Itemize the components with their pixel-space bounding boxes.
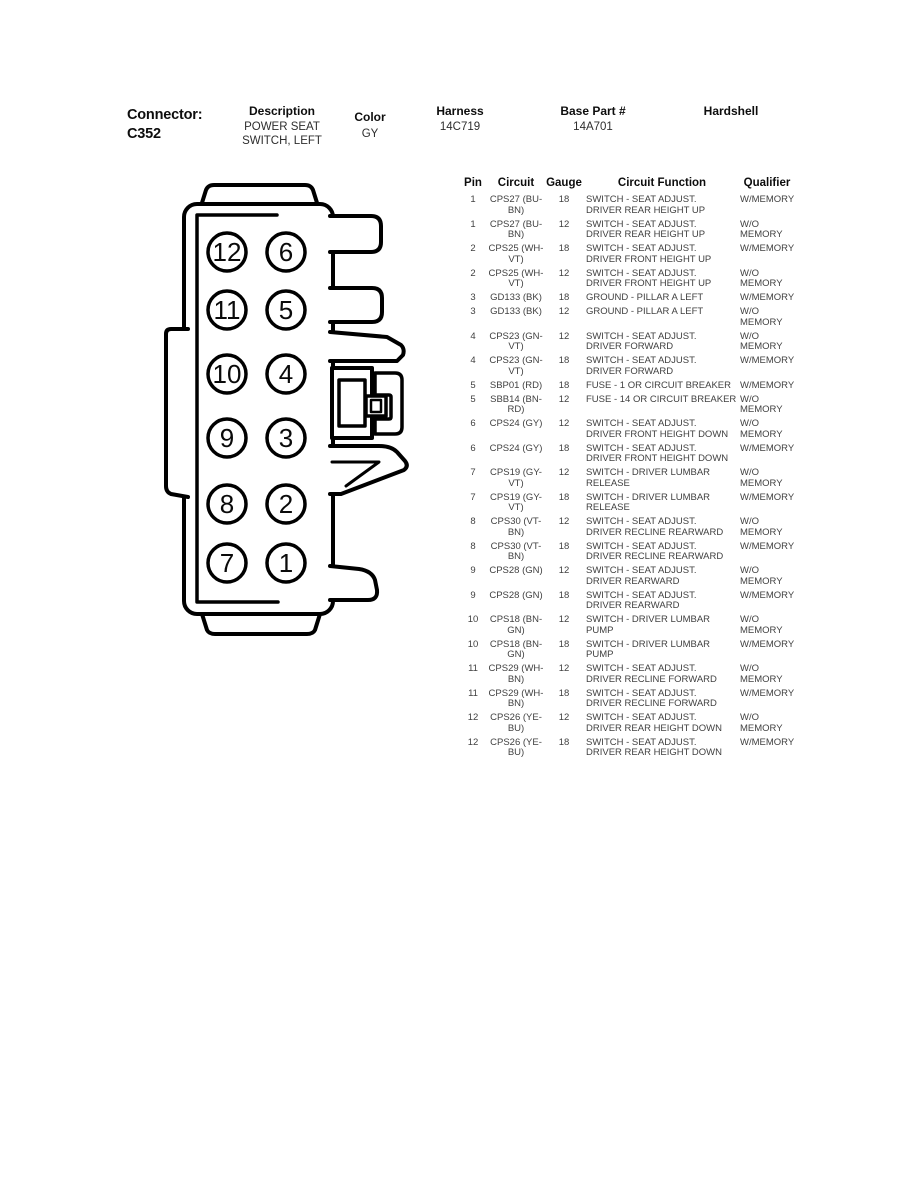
function-cell: SWITCH - SEAT ADJUST. DRIVER REAR HEIGHT UP bbox=[586, 218, 706, 240]
connector-diagram bbox=[150, 168, 430, 650]
table-row bbox=[458, 395, 798, 416]
function-cell: SWITCH - DRIVER LUMBAR PUMP bbox=[586, 638, 711, 660]
qualifier-cell: W/O MEMORY bbox=[740, 663, 783, 685]
circuit-cell: CPS30 (VT-BN) bbox=[490, 540, 542, 562]
gauge-cell: 18 bbox=[558, 355, 570, 366]
pin-cell: 9 bbox=[470, 565, 476, 576]
circuit-cell: CPS25 (WH-VT) bbox=[488, 243, 544, 265]
circuit-cell: CPS30 (VT-BN) bbox=[490, 516, 542, 538]
field-hardshell bbox=[684, 104, 778, 121]
circuit-cell: CPS29 (WH-BN) bbox=[488, 687, 544, 709]
function-cell: GROUND - PILLAR A LEFT bbox=[586, 306, 704, 317]
field-label: Hardshell bbox=[703, 104, 759, 118]
pin-table-header bbox=[458, 177, 798, 189]
pin-cell: 2 bbox=[470, 267, 476, 279]
function-cell: SWITCH - SEAT ADJUST. DRIVER RECLINE REARWARD bbox=[586, 516, 724, 538]
pin-table bbox=[458, 177, 798, 762]
qualifier-cell: W/O MEMORY bbox=[740, 418, 783, 440]
qualifier-cell: W/MEMORY bbox=[740, 194, 795, 205]
table-row bbox=[458, 307, 798, 328]
qualifier-cell: W/O MEMORY bbox=[740, 218, 783, 240]
connector-body bbox=[184, 204, 333, 614]
pin-cell: 4 bbox=[470, 330, 476, 342]
function-cell: SWITCH - SEAT ADJUST. DRIVER RECLINE FORWARD bbox=[586, 663, 717, 685]
gauge-cell: 18 bbox=[558, 687, 570, 699]
pin-number: 7 bbox=[219, 548, 235, 578]
column-header-gauge: Gauge bbox=[546, 177, 582, 189]
table-row bbox=[458, 664, 798, 685]
pin-cell: 7 bbox=[470, 491, 476, 503]
gauge-cell: 12 bbox=[558, 516, 570, 527]
function-cell: SWITCH - SEAT ADJUST. DRIVER REAR HEIGHT UP bbox=[586, 194, 706, 216]
qualifier-cell: W/MEMORY bbox=[740, 355, 795, 366]
gauge-cell: 18 bbox=[558, 638, 570, 650]
pin-cell: 3 bbox=[470, 306, 476, 317]
pin-cell: 10 bbox=[467, 638, 479, 650]
table-row bbox=[458, 293, 798, 304]
table-row bbox=[458, 220, 798, 241]
table-row bbox=[458, 381, 798, 392]
pin-cell: 8 bbox=[470, 540, 476, 552]
qualifier-cell: W/O MEMORY bbox=[740, 393, 783, 415]
function-cell: SWITCH - SEAT ADJUST. DRIVER FRONT HEIGHT UP bbox=[586, 267, 712, 289]
qualifier-cell: W/MEMORY bbox=[740, 589, 795, 601]
qualifier-cell: W/O MEMORY bbox=[740, 516, 783, 538]
gauge-cell: 12 bbox=[558, 330, 570, 342]
qualifier-cell: W/O MEMORY bbox=[740, 467, 783, 489]
connector-lock-finger-mid bbox=[330, 288, 382, 322]
gauge-cell: 12 bbox=[558, 712, 570, 723]
function-cell: GROUND - PILLAR A LEFT bbox=[586, 292, 704, 303]
pin-cell: 4 bbox=[470, 355, 476, 366]
gauge-cell: 18 bbox=[558, 540, 570, 552]
connector-latch-wedge bbox=[330, 332, 404, 361]
circuit-cell: CPS23 (GN-VT) bbox=[489, 355, 543, 377]
field-label: Base Part # bbox=[560, 104, 626, 118]
field-value: POWER SEAT SWITCH, LEFT bbox=[242, 121, 322, 147]
qualifier-cell: W/MEMORY bbox=[740, 243, 795, 254]
connector-title bbox=[127, 106, 202, 144]
circuit-cell: CPS27 (BU-BN) bbox=[489, 194, 543, 216]
table-row bbox=[458, 244, 798, 265]
table-row bbox=[458, 195, 798, 216]
table-row bbox=[458, 542, 798, 563]
connector-foot bbox=[330, 566, 377, 600]
qualifier-cell: W/O MEMORY bbox=[740, 330, 783, 352]
qualifier-cell: W/MEMORY bbox=[740, 442, 795, 454]
connector-left-tab bbox=[166, 329, 188, 497]
circuit-cell: CPS19 (GY-VT) bbox=[490, 491, 542, 513]
circuit-cell: CPS24 (GY) bbox=[489, 418, 543, 429]
field-value: GY bbox=[361, 128, 379, 140]
field-base-part bbox=[536, 104, 650, 135]
table-row bbox=[458, 419, 798, 440]
circuit-cell: SBP01 (RD) bbox=[489, 379, 543, 391]
field-harness bbox=[414, 104, 506, 135]
pin-number: 11 bbox=[213, 295, 241, 325]
column-header-pin: Pin bbox=[464, 177, 482, 189]
qualifier-cell: W/O MEMORY bbox=[740, 267, 783, 289]
gauge-cell: 12 bbox=[558, 267, 570, 279]
function-cell: SWITCH - SEAT ADJUST. DRIVER REAR HEIGHT DOWN bbox=[586, 712, 723, 734]
pin-number: 2 bbox=[278, 489, 294, 519]
gauge-cell: 18 bbox=[558, 491, 570, 503]
pin-cell: 2 bbox=[470, 243, 476, 254]
pin-number: 5 bbox=[278, 295, 294, 325]
connector-label: Connector: bbox=[127, 107, 203, 123]
table-row bbox=[458, 444, 798, 465]
circuit-cell: GD133 (BK) bbox=[490, 306, 542, 317]
circuit-cell: CPS23 (GN-VT) bbox=[489, 330, 543, 352]
field-color bbox=[342, 110, 398, 142]
function-cell: SWITCH - SEAT ADJUST. DRIVER RECLINE REARWARD bbox=[586, 540, 724, 562]
table-row bbox=[458, 640, 798, 661]
function-cell: SWITCH - SEAT ADJUST. DRIVER REARWARD bbox=[586, 589, 697, 611]
function-cell: SWITCH - DRIVER LUMBAR PUMP bbox=[586, 614, 711, 636]
table-row bbox=[458, 615, 798, 636]
circuit-cell: CPS18 (BN-GN) bbox=[489, 638, 543, 660]
pin-cell: 11 bbox=[468, 663, 478, 674]
pin-cell: 1 bbox=[470, 194, 476, 205]
pin-number: 3 bbox=[278, 423, 294, 453]
circuit-cell: CPS26 (YE-BU) bbox=[490, 736, 542, 758]
circuit-cell: CPS26 (YE-BU) bbox=[490, 712, 542, 734]
pin-number: 1 bbox=[278, 548, 294, 578]
gauge-cell: 18 bbox=[558, 379, 570, 391]
gauge-cell: 18 bbox=[558, 292, 570, 303]
circuit-cell: CPS28 (GN) bbox=[489, 589, 543, 601]
field-label: Color bbox=[354, 110, 386, 124]
function-cell: SWITCH - DRIVER LUMBAR RELEASE bbox=[586, 491, 711, 513]
pin-number: 10 bbox=[212, 359, 242, 389]
qualifier-cell: W/MEMORY bbox=[740, 638, 795, 650]
function-cell: SWITCH - SEAT ADJUST. DRIVER RECLINE FORWARD bbox=[586, 687, 717, 709]
gauge-cell: 18 bbox=[558, 442, 570, 454]
gauge-cell: 12 bbox=[558, 467, 570, 478]
qualifier-cell: W/MEMORY bbox=[740, 540, 795, 552]
circuit-cell: GD133 (BK) bbox=[490, 292, 542, 303]
table-row bbox=[458, 356, 798, 377]
field-value: 14A701 bbox=[573, 121, 613, 133]
function-cell: FUSE - 1 OR CIRCUIT BREAKER bbox=[586, 379, 731, 391]
table-row bbox=[458, 713, 798, 734]
qualifier-cell: W/MEMORY bbox=[740, 736, 795, 748]
circuit-cell: SBB14 (BN-RD) bbox=[490, 393, 542, 415]
pin-cell: 7 bbox=[470, 467, 476, 478]
gauge-cell: 12 bbox=[558, 306, 570, 317]
qualifier-cell: W/O MEMORY bbox=[740, 712, 783, 734]
function-cell: SWITCH - SEAT ADJUST. DRIVER FORWARD bbox=[586, 330, 697, 352]
table-row bbox=[458, 493, 798, 514]
gauge-cell: 18 bbox=[558, 589, 570, 601]
pin-number: 9 bbox=[219, 423, 235, 453]
pin-cell: 3 bbox=[470, 292, 476, 303]
qualifier-cell: W/MEMORY bbox=[740, 292, 795, 303]
pin-cell: 8 bbox=[470, 516, 476, 527]
circuit-cell: CPS25 (WH-VT) bbox=[488, 267, 544, 289]
gauge-cell: 12 bbox=[558, 614, 570, 625]
gauge-cell: 18 bbox=[558, 243, 570, 254]
qualifier-cell: W/MEMORY bbox=[740, 379, 795, 391]
circuit-cell: CPS19 (GY-VT) bbox=[490, 467, 542, 489]
pin-table-body bbox=[458, 195, 798, 759]
pin-cell: 6 bbox=[470, 418, 476, 429]
field-label: Harness bbox=[436, 104, 484, 118]
qualifier-cell: W/O MEMORY bbox=[740, 565, 783, 587]
column-header-circuit: Circuit bbox=[497, 177, 535, 189]
connector-bottom-tab bbox=[202, 614, 320, 634]
function-cell: SWITCH - SEAT ADJUST. DRIVER FRONT HEIGHT UP bbox=[586, 243, 712, 265]
pin-number: 6 bbox=[278, 237, 294, 267]
table-row bbox=[458, 517, 798, 538]
table-row bbox=[458, 566, 798, 587]
pin-cell: 9 bbox=[470, 589, 476, 601]
function-cell: SWITCH - SEAT ADJUST. DRIVER FRONT HEIGHT DOWN bbox=[586, 442, 729, 464]
pin-cell: 11 bbox=[468, 687, 478, 699]
pin-cell: 12 bbox=[467, 736, 479, 748]
gauge-cell: 18 bbox=[558, 736, 570, 748]
gauge-cell: 12 bbox=[558, 418, 570, 429]
table-row bbox=[458, 269, 798, 290]
qualifier-cell: W/MEMORY bbox=[740, 687, 795, 699]
pin-cell: 1 bbox=[470, 218, 476, 230]
field-description bbox=[230, 104, 334, 148]
function-cell: SWITCH - SEAT ADJUST. DRIVER REARWARD bbox=[586, 565, 697, 587]
circuit-cell: CPS28 (GN) bbox=[489, 565, 543, 576]
function-cell: SWITCH - DRIVER LUMBAR RELEASE bbox=[586, 467, 711, 489]
pin-cell: 5 bbox=[470, 393, 476, 405]
connector-lock-finger-top bbox=[330, 216, 381, 252]
table-row bbox=[458, 738, 798, 759]
qualifier-cell: W/O MEMORY bbox=[740, 614, 783, 636]
qualifier-cell: W/MEMORY bbox=[740, 491, 795, 503]
table-row bbox=[458, 689, 798, 710]
column-header-circuit-function: Circuit Function bbox=[617, 177, 707, 189]
table-row bbox=[458, 332, 798, 353]
circuit-cell: CPS29 (WH-BN) bbox=[488, 663, 544, 685]
gauge-cell: 12 bbox=[558, 663, 570, 674]
gauge-cell: 18 bbox=[558, 194, 570, 205]
pin-cell: 6 bbox=[470, 442, 476, 454]
column-header-qualifier: Qualifier bbox=[743, 177, 791, 189]
field-label: Description bbox=[248, 104, 315, 118]
pin-number: 4 bbox=[278, 359, 294, 389]
qualifier-cell: W/O MEMORY bbox=[740, 306, 783, 328]
pin-cell: 5 bbox=[470, 379, 476, 391]
function-cell: SWITCH - SEAT ADJUST. DRIVER FORWARD bbox=[586, 355, 697, 377]
pin-cell: 10 bbox=[467, 614, 479, 625]
function-cell: SWITCH - SEAT ADJUST. DRIVER FRONT HEIGHT DOWN bbox=[586, 418, 729, 440]
function-cell: SWITCH - SEAT ADJUST. DRIVER REAR HEIGHT DOWN bbox=[586, 736, 723, 758]
gauge-cell: 12 bbox=[558, 218, 570, 230]
pin-number: 12 bbox=[212, 237, 242, 267]
gauge-cell: 12 bbox=[558, 565, 570, 576]
table-row bbox=[458, 591, 798, 612]
circuit-cell: CPS27 (BU-BN) bbox=[489, 218, 543, 240]
circuit-cell: CPS24 (GY) bbox=[489, 442, 543, 454]
connector-id: C352 bbox=[127, 126, 161, 142]
table-row bbox=[458, 468, 798, 489]
field-value: 14C719 bbox=[439, 121, 481, 133]
gauge-cell: 12 bbox=[558, 393, 570, 405]
pin-cell: 12 bbox=[467, 712, 479, 723]
function-cell: FUSE - 14 OR CIRCUIT BREAKER bbox=[586, 393, 737, 405]
circuit-cell: CPS18 (BN-GN) bbox=[489, 614, 543, 636]
pin-number: 8 bbox=[219, 489, 235, 519]
